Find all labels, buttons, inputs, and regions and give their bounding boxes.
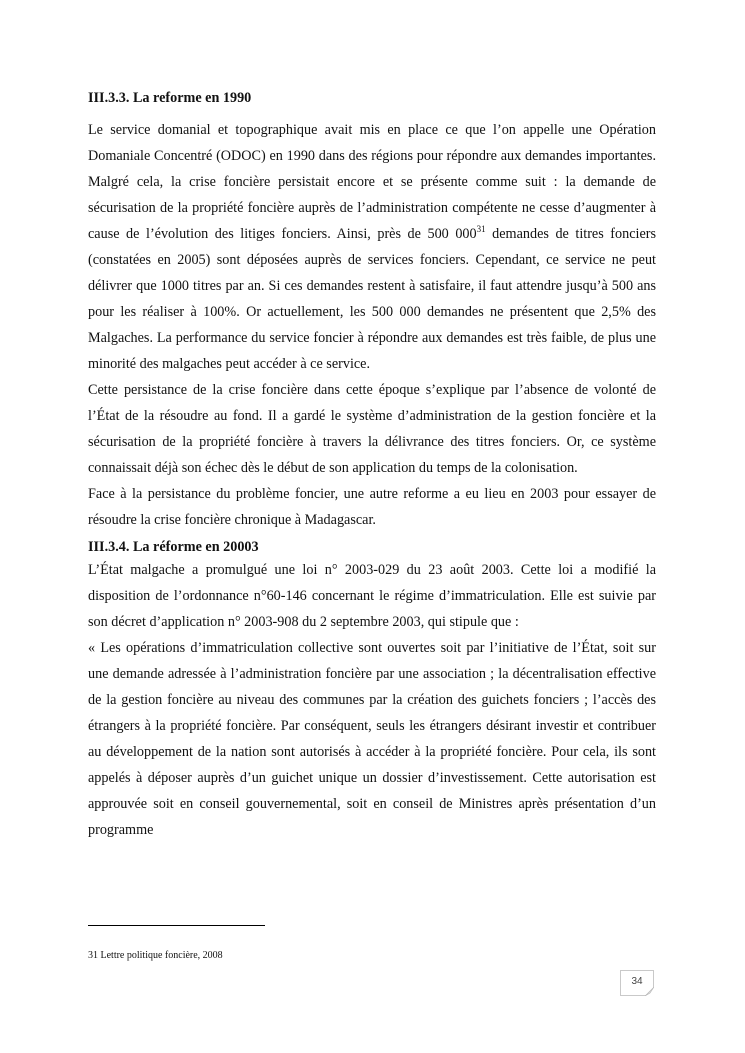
footnote-reference-31[interactable]: 31: [476, 224, 486, 234]
section-heading-3-4: III.3.4. La réforme en 20003: [88, 539, 259, 555]
paragraph-2: Cette persistance de la crise foncière dans cette époque s’explique par l’absence de volonté de l’État de la résoudre au fond. Il a gardé le système d’administration de la gestion foncière et la sécurisation de la propriété foncière à travers la délivrance des titres fonciers. Or, ce système connaissait déjà son échec dès le début de son application du temps de la colonisation.: [88, 382, 656, 476]
paragraph-1-text-b: demandes de titres fonciers (constatées en 2005) sont déposées auprès de services fonciers. Cependant, ce service ne peut délivrer que 1000 titres par an. Si ces demandes restent à satisfaire, il faut attendre jusqu’à 500 ans pour les réaliser à 100%. Or actuellement, les 500 000 demandes ne présentent que 2,5% des Malgaches. La performance du service foncier à répondre aux demandes est très faible, de plus une minorité des malgaches peut accéder à ce service.: [88, 226, 656, 372]
paragraph-4: L’État malgache a promulgué une loi n° 2003-029 du 23 août 2003. Cette loi a modifié la disposition de l’ordonnance n°60-146 concernant le régime d’immatriculation. Elle est suivie par son décret d’application n° 2003-908 du 2 septembre 2003, qui stipule que :: [88, 562, 656, 630]
page-number: 34: [631, 976, 643, 987]
paragraph-5-quote: « Les opérations d’immatriculation collective sont ouvertes soit par l’initiative de l’État, soit sur une demande adressée à l’administration foncière par une association ; la décentralisation effective de la gestion foncière au niveau des communes par la création des guichets fonciers ; l’accès des étrangers à la propriété foncière. Par conséquent, seuls les étrangers désirant investir et contribuer au développement de la nation sont autorisés à accéder à la propriété foncière. Pour cela, ils sont appelés à déposer auprès d’un guichet unique un dossier d’investissement. Cette autorisation est approuvée soit en conseil gouvernemental, soit en conseil de Ministres après présentation d’un programme: [88, 640, 656, 838]
page-body: [88, 88, 656, 843]
paragraph-3: Face à la persistance du problème foncier, une autre reforme a eu lieu en 2003 pour essayer de résoudre la crise foncière chronique à Madagascar.: [88, 486, 656, 528]
page-curl-icon: [645, 987, 654, 996]
paragraph-1-text-a: Le service domanial et topographique avait mis en place ce que l’on appelle une Opération Domaniale Concentré (ODOC) en 1990 dans des régions pour répondre aux demandes importantes. Malgré cela, la crise foncière persistait encore et se présente comme suit : la demande de sécurisation de la propriété foncière auprès de l’administration compétente ne cesse d’augmenter à cause de l’évolution des litiges fonciers. Ainsi, près de 500 000: [88, 122, 656, 242]
page-number-box: [620, 970, 654, 996]
footnote-31: 31 Lettre politique foncière, 2008: [88, 950, 223, 961]
section-heading-3-3: III.3.3. La reforme en 1990: [88, 90, 252, 106]
footnote-separator: [88, 925, 265, 926]
paragraph-1: [88, 117, 656, 377]
